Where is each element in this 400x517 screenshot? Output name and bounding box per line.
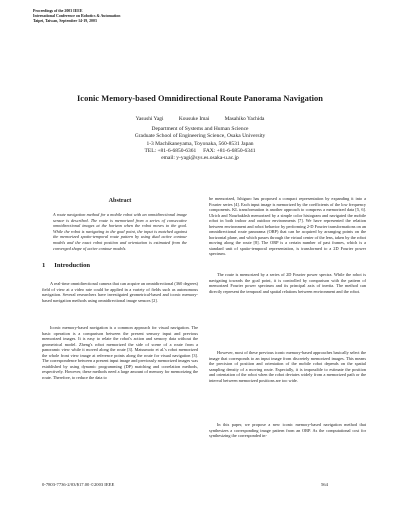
proceedings-header xyxy=(33,9,120,25)
affiliation-line-2: Graduate School of Engineering Science, Osaka University xyxy=(134,133,266,140)
author-list xyxy=(0,116,400,122)
right-paragraph-2: The route is memorized by a series of 2D Fourier power spectra. While the robot is navigating towards the goal point, it is controlled by comparison with the pattern of memorized Fourier power spectrum and its principal axis of inertia. The method can directly represent the temporal and spatial relations between environment and the robot. xyxy=(209,272,366,294)
author-3: Masahiko Yachida xyxy=(224,116,265,122)
right-paragraph-4: In this paper, we propose a new iconic memory-based navigation method that synthesizes a corresponding image pattern from an ORP. As the computational cost for synthesizing the corresponded in- xyxy=(209,422,366,439)
affiliation-line-4: TEL: +81-6-6850-6361 FAX: +81-6-6850-6341 xyxy=(144,147,256,154)
page-number: 564 xyxy=(321,482,328,487)
affiliation-block xyxy=(0,126,400,162)
abstract-text: A route navigation method for a mobile robot with an omnidirectional image sensor is described. The route is memorized from a series of consecutive omnidirectional images at the horizon when the robot moves to the goal. While the robot is navigating to the goal point, the input is matched against the memorized spatio-temporal route pattern by using dual active contour models and the exact robot position and orientation is estimated from the converged shape of active contour models. xyxy=(53,212,187,251)
proceedings-line-3: Taipei, Taiwan, September 14-19, 2003 xyxy=(33,19,97,24)
intro-paragraph-1: A real-time omnidirectional camera that can acquire an omnidirectional (360 degrees) field of view at a video rate could be applied in a variety of fields such as autonomous navigation. Several researchers have investigated geometrical-based and iconic memory-based navigation methods using omnidirectional image sensors [2]. xyxy=(42,281,198,303)
affiliation-line-3: 1-3 Machikaneyama, Toyonaka, 560-8531 Japan xyxy=(146,140,254,147)
proceedings-line-2: International Conference on Robotics & Automation xyxy=(33,14,121,19)
section-title: Introduction xyxy=(54,262,91,269)
author-2: Kousuke Imai xyxy=(178,116,210,122)
section-heading xyxy=(42,262,90,269)
proceedings-line-1: Proceedings of the 2003 IEEE xyxy=(33,9,83,13)
intro-paragraph-2: Iconic memory-based navigation is a common approach for visual navigation. The basic operation is a comparison between the present sensory input and previous memorized images. It is easy to relate the robot's action and sensory data without the geometrical model. Zheng's robot memorized the side of scene of a route from a panoramic view while it moved along the route [3]. Matsumoto et al.'s robot memorized the whole front view image at reference points along the route for visual navigation [3]. The correspondence between a present input image and previously memorized images was established by using dynamic programming (DP) matching and correlation methods, respectively. However, these methods need a large amount of memory for memorizing the route. Therefore, to reduce the data to xyxy=(42,325,198,380)
abstract-heading: Abstract xyxy=(108,198,132,204)
right-paragraph-1: be memorized, Ishiguro has proposed a compact representation by expanding it into a Fourier series [4]. Each input image is memorized by the coefficients of the low frequency components. KL transformation is another approach to compress a memorized data [5, 6]. Ulrich and Nourbakhsh memorized by a simple color histogram and navigated the mobile robot in both indoor and outdoor environments [7]. We have represented the relation between environment and robot behavior by performing 2-D Fourier transformations on an omnidirectional route panorama (ORP) that can be acquired by arranging points on the horizontal plane, and which passes through the virtual center of the lens, taken by the robot moving along the route [8]. The ORP is a certain number of past frames, which is a standard unit of spatio-temporal representation, is transformed to a 2D Fourier power spectrum. xyxy=(209,196,366,257)
paper-title: Iconic Memory-based Omnidirectional Route Panorama Navigation xyxy=(77,94,323,103)
email-line: email: y-yagi@sys.es.osaka-u.ac.jp xyxy=(161,155,239,162)
section-number: 1 xyxy=(42,262,46,269)
affiliation-line-1: Department of Systems and Human Science xyxy=(151,126,249,132)
right-paragraph-3: However, most of these previous iconic memory-based approaches basically select the image that corresponds to an input image from discretely memorized images. This means the precision of position and orientation of the mobile robot depends on the spatial sampling density of a moving route. Especially, it is impossible to estimate the position and orientation of the robot when the robot deviates widely from a memorized path or the interval between memorized positions are too wide. xyxy=(209,350,366,383)
author-1: Yasushi Yagi xyxy=(135,116,164,122)
footer-isbn: 0-7803-7736-2/03/$17.00 ©2003 IEEE xyxy=(42,482,115,487)
